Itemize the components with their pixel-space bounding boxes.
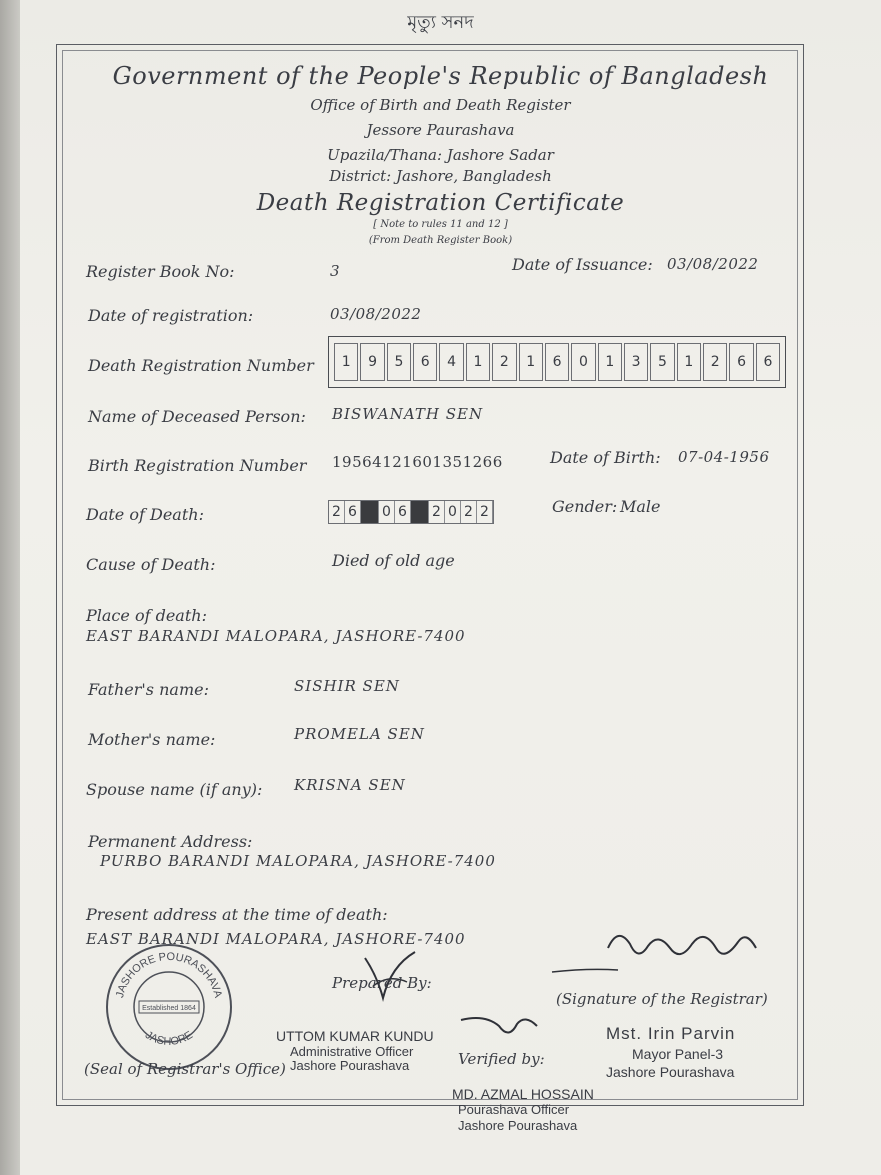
- mother-label: Mother's name:: [88, 730, 216, 749]
- dod-digit: 2: [461, 501, 477, 523]
- prepared-name: UTTOM KUMAR KUNDU: [276, 1028, 434, 1044]
- reg-digit: 1: [598, 343, 622, 381]
- reg-digit: 2: [492, 343, 516, 381]
- spouse-value: KRISNA SEN: [294, 776, 406, 794]
- seal-center-text: Established 1864: [142, 1005, 196, 1012]
- place-value: EAST BARANDI MALOPARA, JASHORE-7400: [86, 627, 466, 645]
- prepared-title: Administrative Officer: [290, 1044, 414, 1059]
- handwritten-top-note: মৃত্যু সনদ: [407, 12, 474, 33]
- seal-label: (Seal of Registrar's Office): [84, 1060, 286, 1078]
- rules-note: [ Note to rules 11 and 12 ]: [373, 219, 508, 230]
- reg-digit: 3: [624, 343, 648, 381]
- district-heading: District: Jashore, Bangladesh: [329, 167, 552, 185]
- permanent-label: Permanent Address:: [88, 832, 253, 851]
- registrar-title: Mayor Panel-3: [632, 1046, 724, 1062]
- dod-digit: 2: [477, 501, 493, 523]
- verified-org: Jashore Pourashava: [458, 1118, 578, 1133]
- reg-digit: 5: [650, 343, 674, 381]
- prepared-org: Jashore Pourashava: [290, 1058, 410, 1073]
- register-book-value: 3: [330, 262, 341, 280]
- father-value: SISHIR SEN: [294, 677, 400, 695]
- present-label: Present address at the time of death:: [86, 905, 388, 924]
- issuance-label: Date of Issuance:: [512, 255, 653, 274]
- registration-date-value: 03/08/2022: [330, 305, 422, 323]
- spouse-label: Spouse name (if any):: [86, 780, 263, 799]
- dob-value: 07-04-1956: [678, 448, 770, 466]
- deceased-value: BISWANATH SEN: [332, 405, 484, 423]
- verified-title: Pourashava Officer: [458, 1102, 570, 1117]
- dod-digit: 2: [329, 501, 345, 523]
- verified-label: Verified by:: [458, 1050, 545, 1068]
- reg-digit: 6: [729, 343, 753, 381]
- deceased-label: Name of Deceased Person:: [88, 407, 306, 426]
- dod-digit: 0: [379, 501, 395, 523]
- cause-value: Died of old age: [332, 551, 455, 570]
- reg-digit: 0: [571, 343, 595, 381]
- upazila-heading: Upazila/Thana: Jashore Sadar: [327, 146, 554, 164]
- dod-digit: 2: [429, 501, 445, 523]
- registrar-org: Jashore Pourashava: [606, 1064, 735, 1080]
- reg-digit: 1: [677, 343, 701, 381]
- reg-digit: 5: [387, 343, 411, 381]
- dod-digit: 6: [395, 501, 411, 523]
- seal-ring-top-text: JASHORE POURASHAVA: [113, 950, 225, 1000]
- gender-label: Gender:: [552, 497, 618, 516]
- registrar-label: (Signature of the Registrar): [556, 990, 768, 1008]
- registrar-seal: [102, 940, 236, 1074]
- municipality-heading: Jessore Paurashava: [366, 121, 515, 139]
- office-heading: Office of Birth and Death Register: [310, 96, 571, 114]
- register-book-label: Register Book No:: [86, 262, 235, 281]
- reg-number-label: Death Registration Number: [88, 356, 314, 375]
- source-note: (From Death Register Book): [368, 235, 513, 246]
- verified-signature: [455, 1006, 545, 1050]
- dod-digit: 0: [445, 501, 461, 523]
- seal-ring-bottom-text: JASHORE: [143, 1029, 195, 1048]
- reg-digit: 1: [519, 343, 543, 381]
- date-separator: [411, 501, 429, 523]
- registration-date-label: Date of registration:: [88, 306, 254, 325]
- certificate-title: Death Registration Certificate: [256, 190, 625, 216]
- gender-value: Male: [620, 497, 661, 516]
- birth-reg-label: Birth Registration Number: [88, 456, 307, 475]
- dob-label: Date of Birth:: [550, 448, 661, 467]
- dod-label: Date of Death:: [86, 505, 204, 524]
- birth-reg-value: 19564121601351266: [332, 453, 503, 471]
- date-separator: [361, 501, 379, 523]
- verified-name: MD. AZMAL HOSSAIN: [452, 1086, 594, 1102]
- reg-digit: 6: [545, 343, 569, 381]
- mother-value: PROMELA SEN: [294, 725, 425, 743]
- reg-digit: 1: [334, 343, 358, 381]
- present-value: EAST BARANDI MALOPARA, JASHORE-7400: [86, 930, 466, 948]
- government-heading: Government of the People's Republic of Bangladesh: [112, 62, 769, 90]
- reg-digit: 6: [413, 343, 437, 381]
- reg-digit: 4: [439, 343, 463, 381]
- reg-number-boxes: [328, 336, 786, 388]
- father-label: Father's name:: [88, 680, 209, 699]
- permanent-value: PURBO BARANDI MALOPARA, JASHORE-7400: [100, 852, 496, 870]
- dod-boxes: [328, 500, 494, 524]
- dod-digit: 6: [345, 501, 361, 523]
- registrar-signature: [548, 918, 788, 988]
- cause-label: Cause of Death:: [86, 555, 216, 574]
- reg-digit: 6: [756, 343, 780, 381]
- place-label: Place of death:: [86, 606, 207, 625]
- prepared-label: Prepared By:: [332, 974, 432, 992]
- issuance-value: 03/08/2022: [667, 255, 759, 273]
- registrar-name: Mst. Irin Parvin: [606, 1024, 736, 1043]
- reg-digit: 9: [360, 343, 384, 381]
- reg-digit: 1: [466, 343, 490, 381]
- reg-digit: 2: [703, 343, 727, 381]
